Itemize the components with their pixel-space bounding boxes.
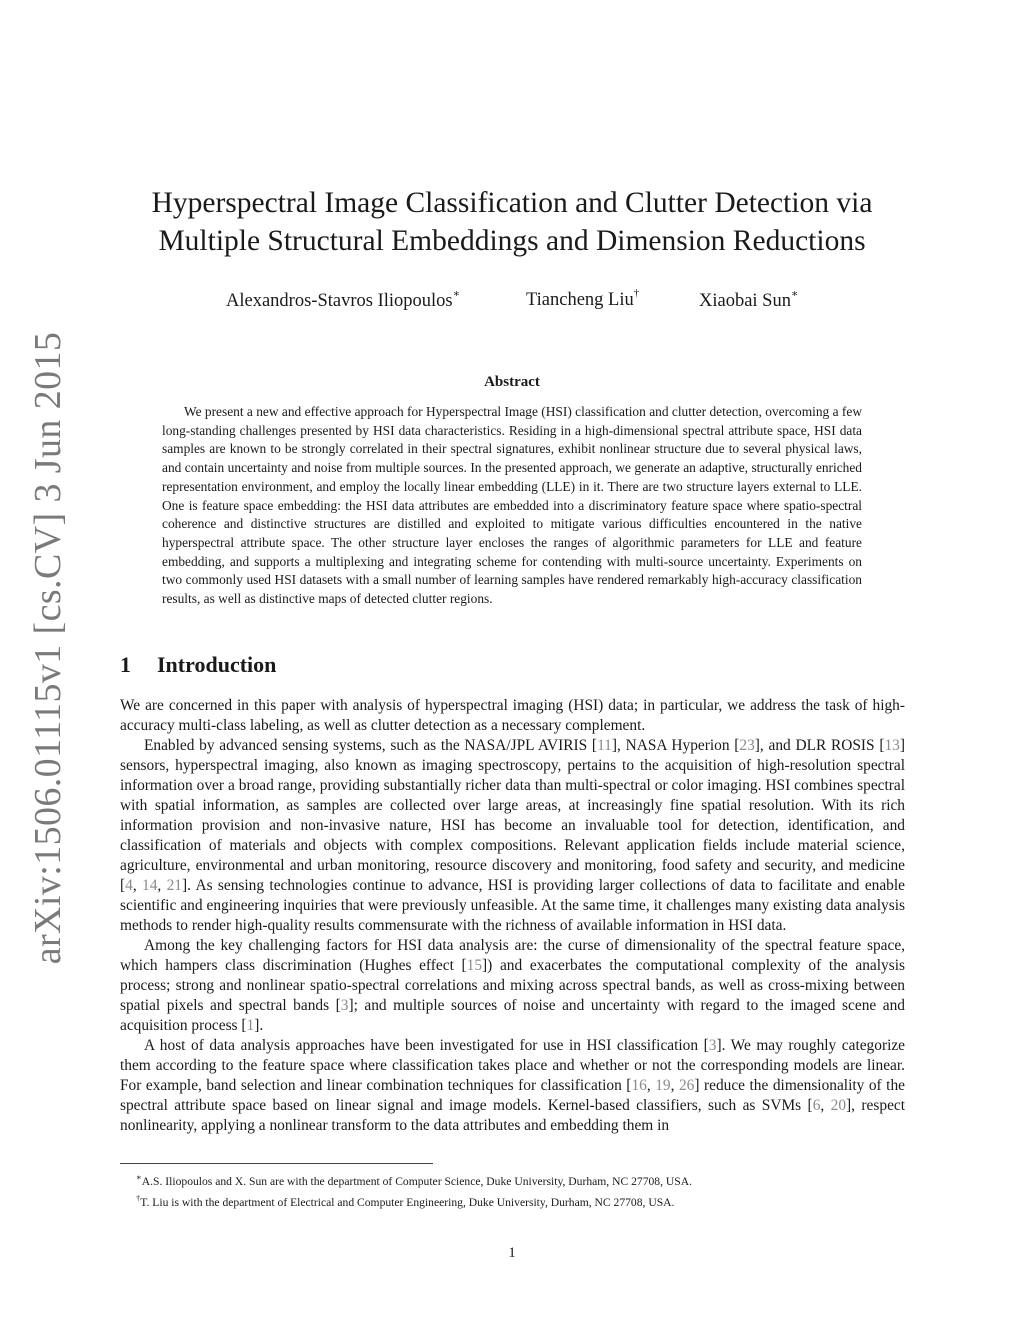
citation-link[interactable]: 4: [125, 877, 133, 894]
text-run: We are concerned in this paper with analysis of hyperspectral imaging (HSI) data; in particular, we address the task of high-accuracy multi-class labeling, as well as clutter detection as a necessary complement.: [120, 697, 905, 734]
citation-link[interactable]: 11: [597, 737, 612, 754]
text-run: ] reduce the dimensionality of the spectral attribute space based on linear signal and image models. Kernel-based classifiers, such as SVMs [: [120, 1077, 905, 1114]
citation-link[interactable]: 3: [708, 1037, 717, 1054]
citation-link[interactable]: 3: [340, 997, 349, 1014]
author-footnote-mark[interactable]: ∗: [790, 288, 799, 300]
citation-link[interactable]: 15: [466, 957, 483, 974]
text-run: ]. We may roughly categorize them according to the feature space where classification takes place and whether or not the corresponding models are linear. For example, band selection and linear combination techniques for classification [: [120, 1037, 906, 1094]
text-run: ,: [646, 1077, 656, 1094]
paragraph: [120, 1036, 905, 1136]
author-name: Tiancheng Liu: [526, 290, 634, 311]
arxiv-identifier[interactable]: arXiv:1506.01115v1 [cs.CV] 3 Jun 2015: [27, 331, 69, 965]
text-run: ], NASA Hyperion [: [611, 737, 740, 754]
text-run: ,: [132, 877, 143, 894]
abstract-text: We present a new and effective approach for Hyperspectral Image (HSI) classification and clutter detection, overcoming a few long-standing challenges presented by HSI data characteristics. Residing in a high-dimensional spectral attribute space, HSI data samples are known to be strongly correlated in their spectral signatures, exhibit nonlinear structure due to several physical laws, and contain uncertainty and noise from multiple sources. In the presented approach, we generate an adaptive, structurally enriched representation environment, and employ the locally linear embedding (LLE) in it. There are two structure layers external to LLE. One is feature space embedding: the HSI data attributes are embedded into a discriminatory feature space where spatio-spectral coherence and distinctive structures are distilled and exploited to mitigate various difficulties encountered in the native hyperspectral attribute space. The other structure layer encloses the ranges of algorithmic parameters for LLE and feature embedding, and supports a multiplexing and integrating scheme for contending with multi-source uncertainty. Experiments on two commonly used HSI datasets with a small number of learning samples have rendered remarkably high-accuracy classification results, as well as distinctive maps of detected clutter regions.: [162, 404, 862, 607]
author-3: [699, 289, 798, 312]
paragraph: [120, 736, 905, 936]
text-run: ,: [820, 1097, 831, 1114]
title-line-1: Hyperspectral Image Classification and Clutter Detection via: [151, 187, 873, 219]
author-footnote-mark[interactable]: ∗: [452, 288, 461, 300]
author-2: [526, 289, 639, 311]
author-list: [0, 289, 1024, 315]
section-title: Introduction: [157, 652, 277, 677]
section-number: 1: [120, 652, 131, 677]
citation-link[interactable]: 1: [246, 1017, 255, 1034]
paper-title: [110, 184, 914, 260]
text-run: ].: [254, 1017, 264, 1034]
footnotes: [120, 1169, 905, 1211]
text-run: ,: [670, 1077, 679, 1094]
footnote-mark: †: [136, 1192, 141, 1203]
citation-link[interactable]: 16: [631, 1077, 647, 1094]
text-run: A host of data analysis approaches have been investigated for use in HSI classification [: [144, 1037, 709, 1054]
text-run: ,: [157, 877, 167, 894]
footnote-text: A.S. Iliopoulos and X. Sun are with the department of Computer Science, Duke University, Durham, NC 27708, USA.: [141, 1174, 692, 1188]
text-run: ]) and exacerbates the computational complexity of the analysis process; strong and nonlinear spatio-spectral correlations and mixing across spectral bands, as well as cross-mixing between spatial pixels and spectral bands [: [120, 957, 905, 1014]
footnote-mark: ∗: [136, 1172, 142, 1182]
paragraph: [120, 936, 905, 1036]
introduction-body: [120, 696, 905, 1136]
abstract-heading: Abstract: [484, 374, 540, 390]
footnote-divider: [120, 1163, 433, 1164]
citation-link[interactable]: 20: [830, 1097, 847, 1114]
text-run: ], and DLR ROSIS [: [754, 737, 885, 754]
citation-link[interactable]: 21: [166, 877, 182, 894]
title-line-2: Multiple Structural Embeddings and Dimension Reductions: [158, 225, 866, 257]
section-heading: [120, 652, 276, 678]
citation-link[interactable]: 26: [678, 1077, 695, 1094]
text-run: ]; and multiple sources of noise and uncertainty with regard to the imaged scene and acquisition process [: [120, 997, 905, 1034]
citation-link[interactable]: 23: [739, 737, 755, 754]
citation-link[interactable]: 19: [655, 1077, 671, 1094]
page-number: 1: [508, 1245, 516, 1261]
footnote-2: [120, 1190, 905, 1211]
text-run: Enabled by advanced sensing systems, such as the NASA/JPL AVIRIS [: [144, 737, 598, 754]
author-name: Alexandros-Stavros Iliopoulos: [226, 291, 453, 312]
author-name: Xiaobai Sun: [699, 291, 791, 312]
text-run: ] sensors, hyperspectral imaging, also known as imaging spectroscopy, pertains to the acquisition of high-resolution spectral information over a broad range, providing substantially richer data than multi-spectral or color imaging. HSI combines spectral with spatial information, as samples are collected over large areas, at increasingly fine spatial resolution. With its rich information provision and non-invasive nature, HSI has become an invaluable tool for detection, identification, and classification of materials and objects with complex compositions. Relevant application fields include material science, agriculture, environmental and urban monitoring, resource discovery and monitoring, food safety and security, and medicine [: [120, 737, 905, 894]
footnote-text: T. Liu is with the department of Electrical and Computer Engineering, Duke University, Durham, NC 27708, USA.: [140, 1195, 675, 1209]
paragraph: [120, 696, 905, 736]
author-1: [226, 289, 460, 312]
text-run: ], respect nonlinearity, applying a nonlinear transform to the data attributes and embedding them in: [120, 1097, 906, 1134]
citation-link[interactable]: 13: [884, 737, 900, 754]
text-run: Among the key challenging factors for HSI data analysis are: the curse of dimensionality of the spectral feature space, which hampers class discrimination (Hughes effect [: [120, 937, 905, 974]
text-run: ]. As sensing technologies continue to advance, HSI is providing larger collections of data to facilitate and enable scientific and engineering inquiries that were previously unfeasible. At the same time, it challenges many existing data analysis methods to render high-quality results commensurate with the richness of available information in HSI data.: [120, 877, 905, 934]
citation-link[interactable]: 14: [142, 877, 158, 894]
footnote-1: [120, 1169, 905, 1190]
citation-link[interactable]: 6: [812, 1097, 821, 1114]
author-footnote-mark[interactable]: †: [633, 287, 640, 299]
